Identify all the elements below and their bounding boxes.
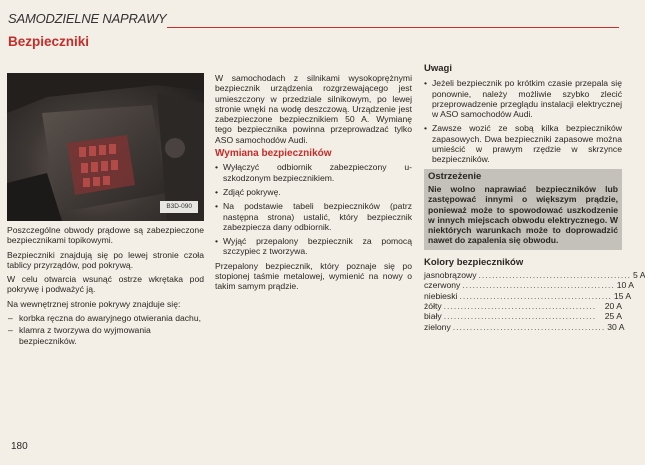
fuse-color-row	[424, 321, 625, 332]
dash-list-item: – korbka ręczna do awaryjnego otwierania dachu,	[7, 313, 204, 323]
middle-column	[215, 73, 412, 296]
notes-title: Uwagi	[424, 63, 452, 74]
fuse-color-row	[424, 280, 634, 291]
fuse-color-name: czerwony	[424, 280, 461, 291]
section-title: Bezpieczniki	[8, 34, 90, 49]
warning-box	[424, 169, 622, 250]
dot-leader: .............................................	[478, 270, 631, 281]
warning-title: Ostrzeżenie	[428, 170, 482, 182]
fuse-color-name: zielony	[424, 321, 451, 332]
right-column	[424, 63, 645, 332]
note-item: • Jeżeli bezpiecznik po krótkim czasie przepala się ponownie, należy możliwie szybko zlecić przeprowadzenie przeglądu instalacji elektrycznej w ASO samochodów Audi.	[424, 78, 622, 119]
photo-code: B3D-090	[160, 201, 198, 213]
fuse-amperage: 15 A	[613, 290, 632, 301]
running-head: SAMODZIELNE NAPRAWY	[8, 11, 167, 26]
fuse-color-row	[424, 270, 645, 281]
fuse-color-row	[424, 311, 622, 321]
page-number: 180	[11, 441, 28, 452]
fuse-amperage: 5 A	[633, 270, 645, 281]
paragraph: Poszczególne obwody prądowe są zabezpieczone bezpiecznikami topikowymi.	[7, 225, 204, 246]
fuse-box-illustration	[7, 73, 204, 221]
paragraph: Na wewnętrznej stronie pokrywy znajduje się:	[7, 298, 181, 309]
closing-paragraph: Przepalony bezpiecznik, który poznaje się po stopionej taśmie metalowej, wymienić na nowy o takim samym prądzie.	[215, 260, 412, 292]
bullet-item: • Wyłączyć odbiornik zabezpieczony u-szkodzonym bezpiecznikiem.	[215, 162, 412, 183]
paragraph: Bezpieczniki znajdują się po lewej stronie czoła tablicy przyrządów, pod pokrywą.	[7, 249, 204, 270]
fuse-amperage: 10 A	[616, 280, 634, 291]
bullet-item: • Na podstawie tabeli bezpieczników (patrz następna strona) ustalić, który bezpiecznik zabezpiecza dany odbiornik.	[215, 201, 412, 232]
warning-text: Nie wolno naprawiać bezpieczników lub zastępować innymi o większym prądzie, ponieważ może to spowodować uszkodzenie w innych miejscach obwodu elektrycznego. W niektórych warunkach może to doprowadzić nawet do zapalenia się obwodu.	[428, 183, 618, 246]
fuse-amperage: 30 A	[607, 321, 625, 332]
fuse-box-photo	[7, 73, 204, 221]
fuse-color-row	[424, 290, 632, 301]
bullet-item: • Zdjąć pokrywę.	[215, 187, 412, 197]
paragraph: W celu otwarcia wsunąć ostrze wkrętaka pod pokrywę i podważyć ją.	[7, 274, 204, 295]
page-header	[7, 6, 619, 32]
header-rule	[167, 27, 619, 28]
left-column	[7, 73, 204, 348]
intro-paragraph: W samochodach z silnikami wysokoprężnymi bezpiecznik urządzenia rozgrzewającego jest umieszczony w przedziale silnikowym, po lewej stronie wnęki na wodę deszczową. Urządzenie jest zabezpieczone bezpiecznikiem 50 A. Wymianę tego bezpiecznika powinna przeprowadzać tylko ASO samochodów Audi.	[215, 73, 412, 145]
note-item: • Zawsze wozić ze sobą kilka bezpieczników zapasowych. Dwa bezpieczniki zapasowe można umieścić w prawym rzędzie w skrzynce bezpieczników.	[424, 123, 622, 164]
subheading: Wymiana bezpieczników	[215, 148, 332, 160]
fuse-color-row	[424, 301, 622, 311]
dash-list-item: – klamra z tworzywa do wyjmowania bezpieczników.	[7, 325, 204, 346]
fuse-color-name: jasnobrązowy	[424, 270, 477, 281]
fuse-color-name: biały	[424, 311, 442, 322]
fuse-amperage: 20 A	[604, 300, 622, 311]
dot-leader: .............................................	[443, 311, 597, 322]
fuse-amperage: 25 A	[604, 311, 622, 322]
dot-leader: .............................................	[459, 290, 612, 301]
fuse-colors-title: Kolory bezpieczników	[424, 256, 524, 268]
dot-leader: .............................................	[452, 321, 606, 332]
fuse-colors-list	[424, 270, 645, 332]
bullet-item: • Wyjąć przepalony bezpiecznik za pomocą szczypiec z tworzywa.	[215, 236, 412, 257]
fuse-color-name: żółty	[424, 300, 442, 311]
fuse-color-name: niebieski	[424, 290, 458, 301]
dot-leader: .............................................	[443, 300, 597, 311]
dot-leader: .............................................	[462, 280, 615, 291]
